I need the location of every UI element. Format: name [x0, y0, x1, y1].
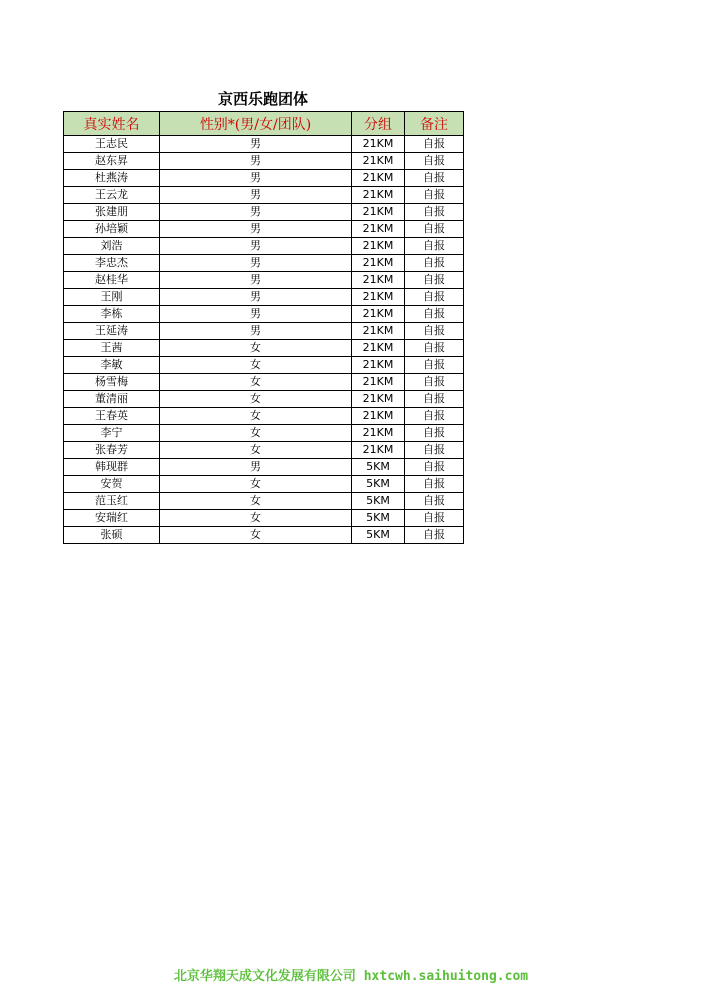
table-row: [64, 153, 464, 170]
cell-remark: 自报: [405, 510, 464, 527]
table-row: [64, 289, 464, 306]
cell-real-name: 范玉红: [64, 493, 160, 510]
cell-remark: 自报: [405, 153, 464, 170]
cell-remark: 自报: [405, 306, 464, 323]
cell-group: 21KM: [352, 153, 405, 170]
header-remark: 备注: [405, 112, 464, 136]
cell-real-name: 李宁: [64, 425, 160, 442]
table-row: [64, 204, 464, 221]
cell-group: 21KM: [352, 204, 405, 221]
cell-remark: 自报: [405, 170, 464, 187]
cell-gender: 女: [160, 425, 352, 442]
cell-remark: 自报: [405, 323, 464, 340]
cell-remark: 自报: [405, 272, 464, 289]
table-header-row: [64, 112, 464, 136]
table-row: [64, 425, 464, 442]
cell-group: 21KM: [352, 136, 405, 153]
table-row: [64, 408, 464, 425]
cell-gender: 男: [160, 204, 352, 221]
cell-real-name: 杜燕涛: [64, 170, 160, 187]
cell-gender: 男: [160, 170, 352, 187]
cell-remark: 自报: [405, 289, 464, 306]
cell-gender: 女: [160, 357, 352, 374]
cell-real-name: 刘浩: [64, 238, 160, 255]
cell-group: 21KM: [352, 340, 405, 357]
table-row: [64, 357, 464, 374]
cell-remark: 自报: [405, 493, 464, 510]
cell-gender: 男: [160, 289, 352, 306]
cell-gender: 女: [160, 510, 352, 527]
cell-gender: 女: [160, 340, 352, 357]
cell-real-name: 王志民: [64, 136, 160, 153]
cell-remark: 自报: [405, 442, 464, 459]
cell-group: 21KM: [352, 391, 405, 408]
table-row: [64, 187, 464, 204]
cell-group: 5KM: [352, 510, 405, 527]
cell-group: 21KM: [352, 374, 405, 391]
cell-gender: 男: [160, 187, 352, 204]
cell-remark: 自报: [405, 408, 464, 425]
header-real-name: 真实姓名: [64, 112, 160, 136]
cell-gender: 男: [160, 323, 352, 340]
header-gender: 性别*(男/女/团队): [160, 112, 352, 136]
cell-remark: 自报: [405, 374, 464, 391]
cell-remark: 自报: [405, 527, 464, 544]
table-row: [64, 493, 464, 510]
cell-gender: 男: [160, 459, 352, 476]
footer-watermark: 北京华翔天成文化发展有限公司 hxtcwh.saihuitong.com: [173, 969, 529, 984]
cell-remark: 自报: [405, 357, 464, 374]
cell-gender: 女: [160, 476, 352, 493]
cell-gender: 男: [160, 306, 352, 323]
cell-group: 21KM: [352, 221, 405, 238]
cell-gender: 女: [160, 442, 352, 459]
table-row: [64, 510, 464, 527]
table-body: [64, 136, 464, 544]
cell-real-name: 李敏: [64, 357, 160, 374]
cell-real-name: 王春英: [64, 408, 160, 425]
cell-gender: 女: [160, 391, 352, 408]
table-row: [64, 391, 464, 408]
table-row: [64, 374, 464, 391]
table-row: [64, 340, 464, 357]
table-row: [64, 238, 464, 255]
cell-gender: 男: [160, 272, 352, 289]
table-row: [64, 221, 464, 238]
cell-group: 21KM: [352, 408, 405, 425]
table-row: [64, 255, 464, 272]
table-row: [64, 170, 464, 187]
cell-real-name: 董清丽: [64, 391, 160, 408]
cell-group: 21KM: [352, 170, 405, 187]
cell-group: 5KM: [352, 459, 405, 476]
cell-real-name: 杨雪梅: [64, 374, 160, 391]
cell-group: 21KM: [352, 289, 405, 306]
cell-group: 21KM: [352, 255, 405, 272]
cell-group: 5KM: [352, 476, 405, 493]
cell-remark: 自报: [405, 476, 464, 493]
cell-gender: 女: [160, 527, 352, 544]
cell-real-name: 安贺: [64, 476, 160, 493]
cell-group: 21KM: [352, 187, 405, 204]
cell-remark: 自报: [405, 255, 464, 272]
cell-remark: 自报: [405, 204, 464, 221]
cell-real-name: 王茜: [64, 340, 160, 357]
cell-group: 21KM: [352, 272, 405, 289]
cell-real-name: 王延涛: [64, 323, 160, 340]
table-row: [64, 476, 464, 493]
cell-real-name: 王刚: [64, 289, 160, 306]
cell-remark: 自报: [405, 136, 464, 153]
cell-gender: 女: [160, 408, 352, 425]
cell-real-name: 张建朋: [64, 204, 160, 221]
table-row: [64, 272, 464, 289]
cell-group: 21KM: [352, 323, 405, 340]
table-row: [64, 306, 464, 323]
table-row: [64, 323, 464, 340]
cell-remark: 自报: [405, 459, 464, 476]
cell-gender: 男: [160, 153, 352, 170]
cell-real-name: 李栋: [64, 306, 160, 323]
cell-group: 21KM: [352, 306, 405, 323]
participant-table: [63, 111, 464, 544]
cell-gender: 男: [160, 136, 352, 153]
cell-remark: 自报: [405, 187, 464, 204]
cell-real-name: 张春芳: [64, 442, 160, 459]
cell-gender: 男: [160, 238, 352, 255]
document-title: 京西乐跑团体: [217, 90, 308, 108]
table-row: [64, 527, 464, 544]
cell-remark: 自报: [405, 425, 464, 442]
cell-group: 21KM: [352, 442, 405, 459]
cell-real-name: 李忠杰: [64, 255, 160, 272]
cell-group: 21KM: [352, 425, 405, 442]
cell-group: 21KM: [352, 357, 405, 374]
cell-group: 21KM: [352, 238, 405, 255]
cell-real-name: 安瑞红: [64, 510, 160, 527]
cell-gender: 女: [160, 493, 352, 510]
table-row: [64, 459, 464, 476]
cell-gender: 女: [160, 374, 352, 391]
cell-remark: 自报: [405, 340, 464, 357]
cell-remark: 自报: [405, 238, 464, 255]
cell-real-name: 张硕: [64, 527, 160, 544]
cell-real-name: 孙培颖: [64, 221, 160, 238]
header-group: 分组: [352, 112, 405, 136]
cell-real-name: 赵桂华: [64, 272, 160, 289]
cell-real-name: 赵东昇: [64, 153, 160, 170]
cell-remark: 自报: [405, 221, 464, 238]
table-row: [64, 442, 464, 459]
table-row: [64, 136, 464, 153]
cell-real-name: 王云龙: [64, 187, 160, 204]
cell-group: 5KM: [352, 527, 405, 544]
cell-group: 5KM: [352, 493, 405, 510]
cell-remark: 自报: [405, 391, 464, 408]
cell-real-name: 韩现群: [64, 459, 160, 476]
cell-gender: 男: [160, 255, 352, 272]
cell-gender: 男: [160, 221, 352, 238]
